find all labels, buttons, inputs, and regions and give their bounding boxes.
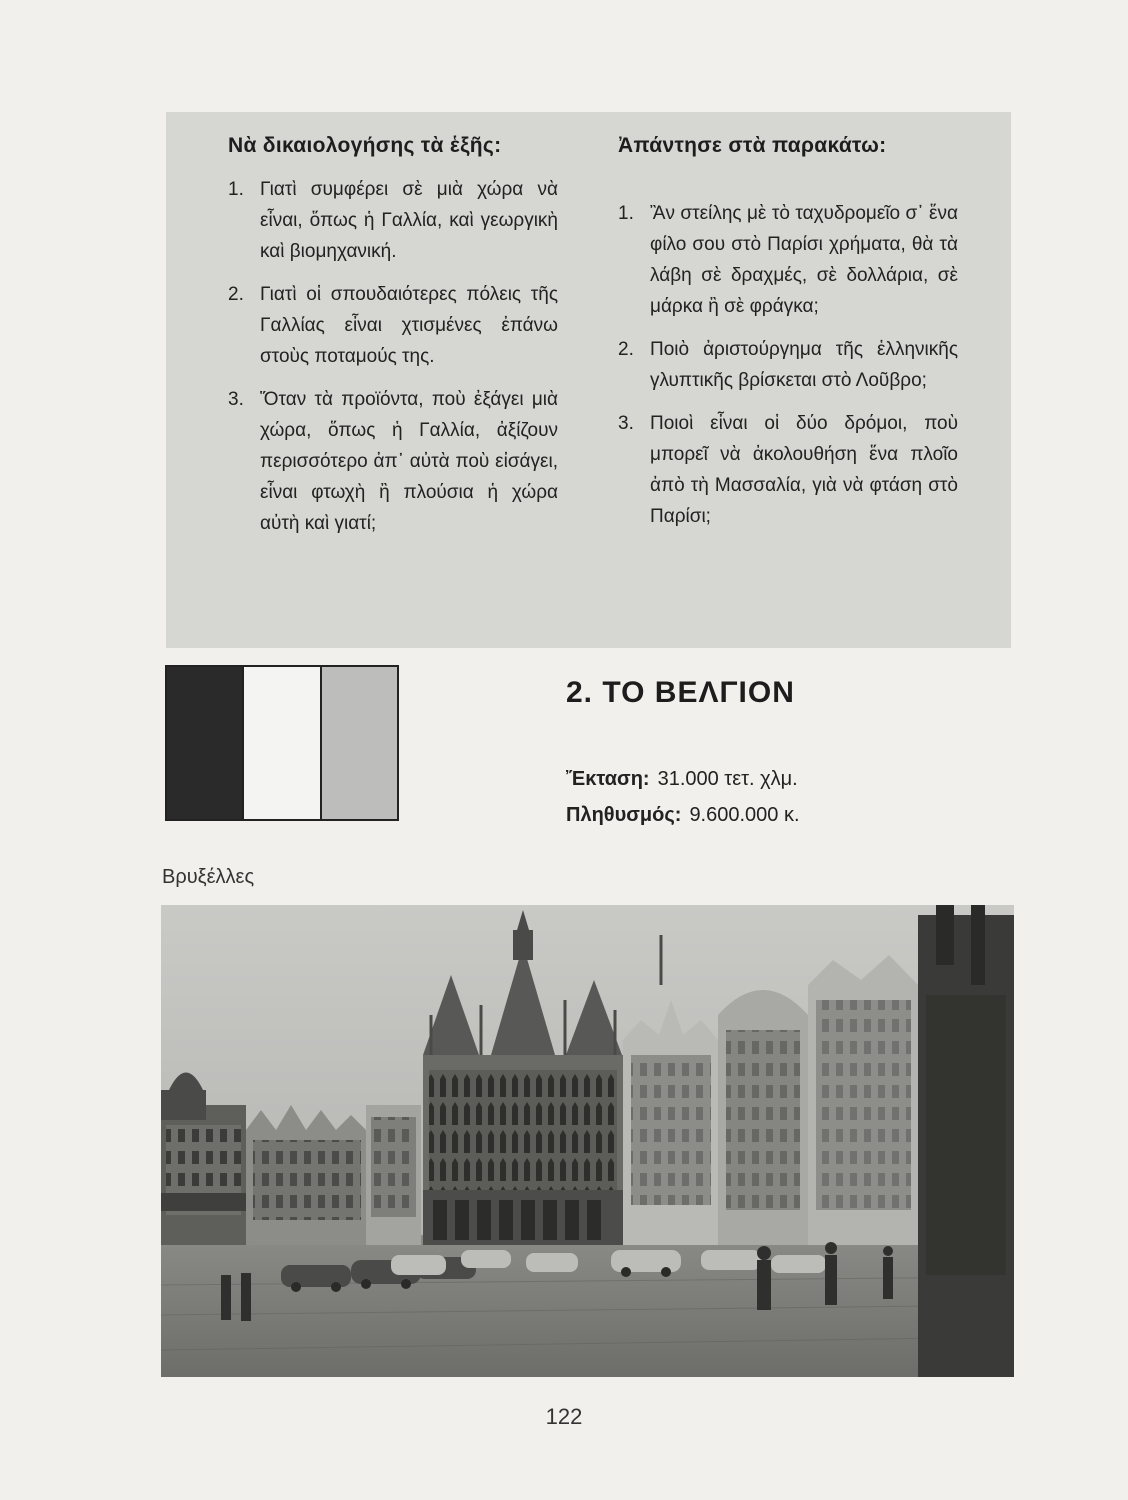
page-number: 122 bbox=[545, 1404, 583, 1429]
question-text: Ὅταν τὰ προϊόντα, ποὺ ἐξάγει μιὰ χώρα, ὅπως ἡ Γαλλία, ἀξίζουν περισσότερο ἀπ᾿ αὐτὰ ποὺ εἰσάγει, εἶναι φτωχὴ ἢ πλούσια ἡ χώρα αὐτὴ καὶ γιατί; bbox=[260, 389, 558, 534]
question-text: Ποιὸ ἀριστούργημα τῆς ἑλληνικῆς γλυπτικῆς βρίσκεται στὸ Λοῦβρο; bbox=[650, 339, 958, 391]
grand-place-photo bbox=[161, 905, 1014, 1377]
question-number: 3. bbox=[228, 389, 244, 410]
question-number: 2. bbox=[228, 284, 244, 305]
question-number: 3. bbox=[618, 413, 634, 434]
question-text: Ἂν στείλης μὲ τὸ ταχυδρομεῖο σ᾿ ἕνα φίλο σου στὸ Παρίσι χρήματα, θὰ τὰ λάβη σὲ δραχμές, σὲ δολλάρια, σὲ μάρκα ἢ σὲ φράγκα; bbox=[650, 203, 958, 317]
question-item bbox=[228, 384, 558, 539]
justify-questions bbox=[228, 134, 558, 551]
question-item bbox=[228, 174, 558, 267]
question-text: Γιατὶ οἱ σπουδαιότερες πόλεις τῆς Γαλλίας εἶναι χτισμένες ἐπάνω στοὺς ποταμούς της. bbox=[260, 284, 558, 367]
population-label: Πληθυσμός: bbox=[566, 804, 682, 826]
population-fact bbox=[566, 804, 800, 827]
question-text: Ποιοὶ εἶναι οἱ δύο δρόμοι, ποὺ μπορεῖ νὰ ἀκολουθήση ἕνα πλοῖο ἀπὸ τὴ Μασσαλία, γιὰ νὰ φτάση στὸ Παρίσι; bbox=[650, 413, 958, 527]
photo-illustration bbox=[161, 905, 1014, 1377]
area-label: Ἔκταση: bbox=[566, 768, 650, 790]
section-title: 2. ΤΟ ΒΕΛΓΙΟΝ bbox=[566, 676, 795, 709]
population-value: 9.600.000 κ. bbox=[689, 804, 800, 826]
area-fact bbox=[566, 768, 798, 791]
justify-heading: Νὰ δικαιολογήσης τὰ ἑξῆς: bbox=[228, 134, 502, 157]
exercise-box bbox=[166, 112, 1011, 648]
photo-caption: Βρυξέλλες bbox=[162, 866, 255, 888]
flag-stripe-yellow bbox=[242, 667, 321, 819]
flag-stripe-red bbox=[322, 667, 397, 819]
question-number: 2. bbox=[618, 339, 634, 360]
question-number: 1. bbox=[228, 179, 244, 200]
flag-stripe-black bbox=[167, 667, 242, 819]
question-item bbox=[228, 279, 558, 372]
question-item bbox=[618, 334, 958, 396]
belgium-flag bbox=[165, 665, 399, 821]
question-item bbox=[618, 198, 958, 322]
area-value: 31.000 τετ. χλμ. bbox=[657, 768, 798, 790]
question-number: 1. bbox=[618, 203, 634, 224]
question-text: Γιατὶ συμφέρει σὲ μιὰ χώρα νὰ εἶναι, ὅπως ἡ Γαλλία, καὶ γεωργικὴ καὶ βιομηχανική. bbox=[260, 179, 558, 262]
answer-heading: Ἀπάντησε στὰ παρακάτω: bbox=[618, 134, 887, 157]
answer-questions bbox=[618, 134, 958, 544]
question-item bbox=[618, 408, 958, 532]
